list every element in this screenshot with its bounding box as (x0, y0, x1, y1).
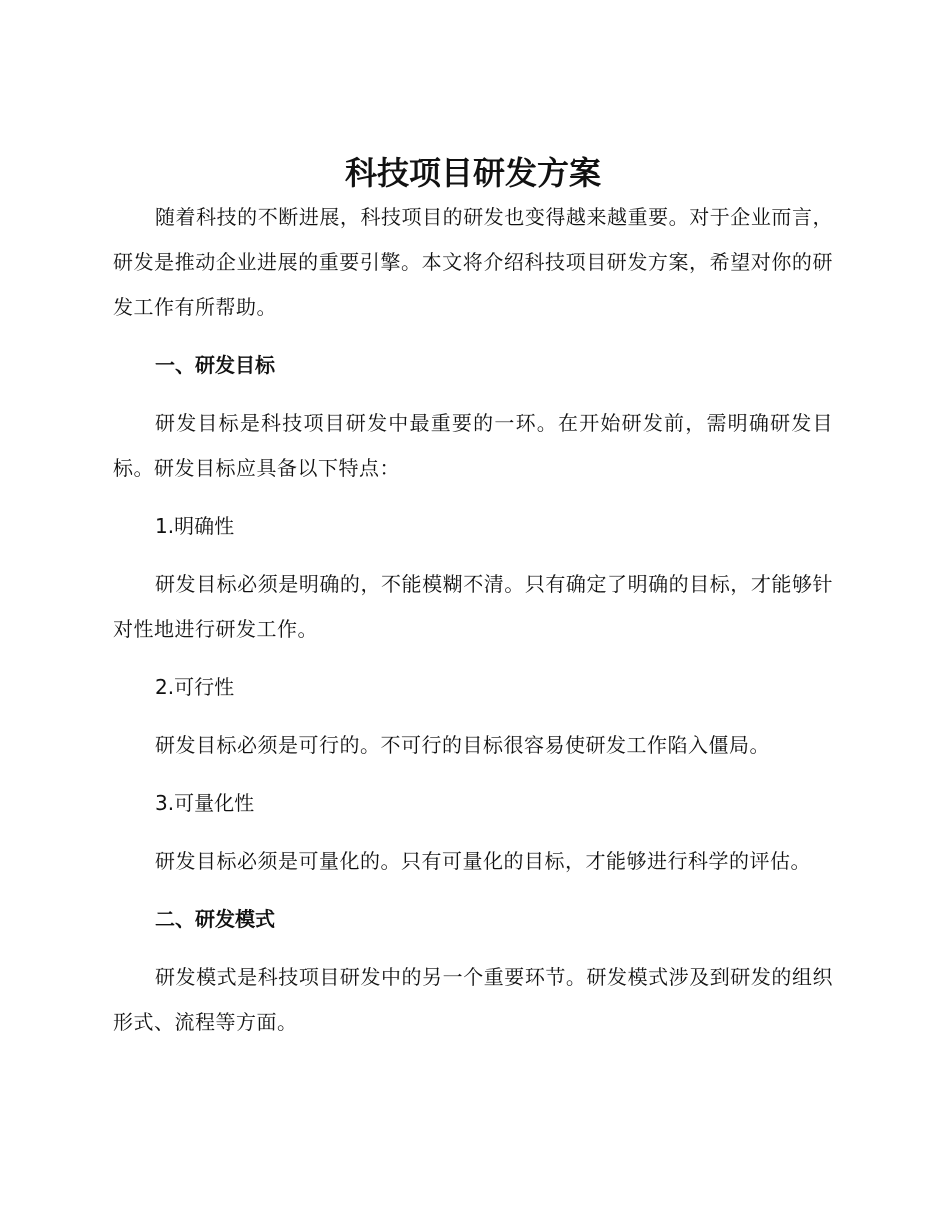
section1-heading: 一、研发目标 (155, 353, 275, 377)
point3-text: 研发目标必须是可量化的。只有可量化的目标，才能够进行科学的评估。 (155, 849, 811, 873)
section2-paragraph: 研发模式是科技项目研发中的另一个重要环节。研发模式涉及到研发的组织形式、流程等方面。 (113, 965, 833, 1034)
point3-label: 3.可量化性 (155, 791, 255, 815)
point2-label: 2.可行性 (155, 675, 235, 699)
section1-paragraph: 研发目标是科技项目研发中最重要的一环。在开始研发前，需明确研发目标。研发目标应具备以下特点： (113, 411, 833, 480)
document-title: 科技项目研发方案 (344, 154, 601, 192)
point1-label: 1.明确性 (155, 514, 235, 538)
intro-paragraph: 随着科技的不断进展，科技项目的研发也变得越来越重要。对于企业而言，研发是推动企业进展的重要引擎。本文将介绍科技项目研发方案，希望对你的研发工作有所帮助。 (113, 205, 833, 319)
section2-heading: 二、研发模式 (155, 907, 275, 931)
point2-text: 研发目标必须是可行的。不可行的目标很容易使研发工作陷入僵局。 (155, 733, 770, 757)
point1-text: 研发目标必须是明确的，不能模糊不清。只有确定了明确的目标，才能够针对性地进行研发工作。 (113, 572, 833, 641)
document-body (113, 148, 833, 1045)
